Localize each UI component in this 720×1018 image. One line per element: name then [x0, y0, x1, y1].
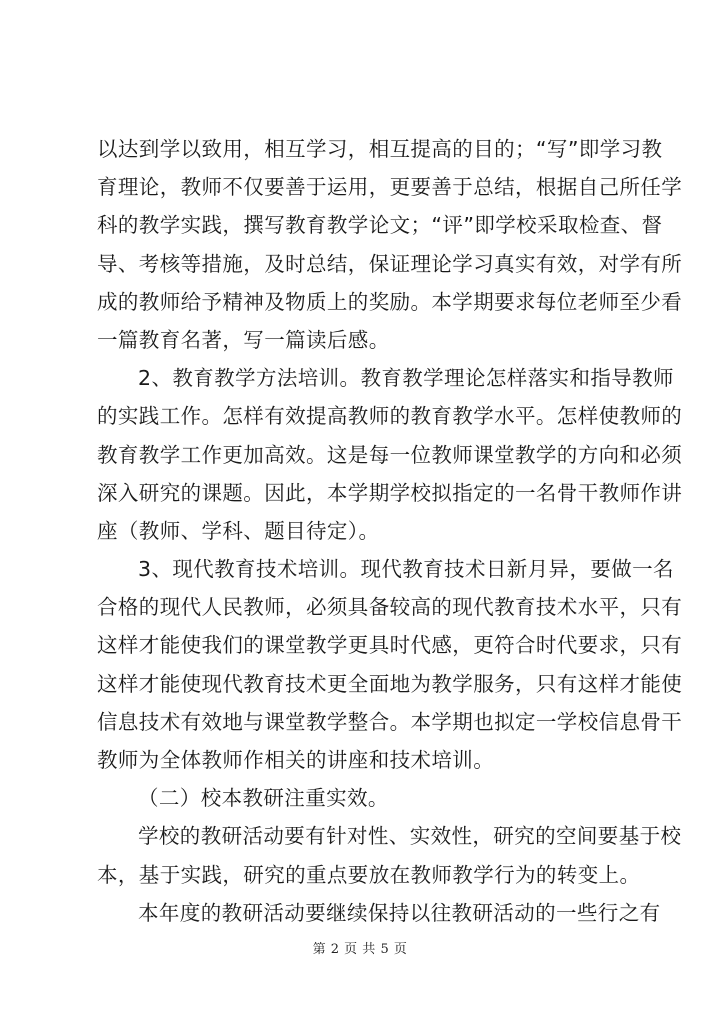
paragraph-start-line: 2、教育教学方法培训。教育教学理论怎样落实和指导教师: [138, 366, 674, 391]
text-line: 导、考核等措施，及时总结，保证理论学习真实有效，对学有所: [97, 251, 683, 276]
section-heading: （二）校本教研注重实效。: [138, 786, 389, 811]
text-line: 合格的现代人民教师，必须具备较高的现代教育技术水平，只有: [97, 595, 683, 620]
text-line: 科的教学实践，撰写教育教学论文；“评”即学校采取检查、督: [97, 213, 663, 238]
text-line: 的实践工作。怎样有效提高教师的教育教学水平。怎样使教师的: [97, 404, 683, 429]
paragraph-start-line: 本年度的教研活动要继续保持以往教研活动的一些行之有: [138, 900, 661, 925]
paragraph-start-line: 学校的教研活动要有针对性、实效性，研究的空间要基于校: [138, 824, 682, 849]
text-line: 深入研究的课题。因此，本学期学校拟指定的一名骨干教师作讲: [97, 480, 683, 505]
page-footer: [0, 938, 720, 957]
text-line: 信息技术有效地与课堂教学整合。本学期也拟定一学校信息骨干: [97, 709, 683, 734]
text-line: 以达到学以致用，相互学习，相互提高的目的；“写”即学习教: [97, 137, 663, 161]
text-line: 成的教师给予精神及物质上的奖励。本学期要求每位老师至少看: [97, 289, 683, 314]
text-line: 教育教学工作更加高效。这是每一位教师课堂教学的方向和必须: [97, 442, 683, 467]
text-line: 本，基于实践，研究的重点要放在教师教学行为的转变上。: [97, 862, 641, 887]
page-number-indicator: 第 2 页 共 5 页: [312, 942, 408, 957]
text-line: 教师为全体教师作相关的讲座和技术培训。: [97, 748, 495, 772]
text-line: 这样才能使我们的课堂教学更具时代感，更符合时代要求，只有: [97, 633, 683, 658]
document-body: [97, 130, 683, 932]
text-line: 一篇教育名著，写一篇读后感。: [97, 327, 390, 352]
text-line: 这样才能使现代教育技术更全面地为教学服务，只有这样才能使: [97, 671, 683, 696]
text-line: 育理论，教师不仅要善于运用，更要善于总结，根据自己所任学: [97, 175, 683, 200]
text-line: 座（教师、学科、题目待定）。: [97, 518, 380, 543]
paragraph-start-line: 3、现代教育技术培训。现代教育技术日新月异，要做一名: [138, 557, 674, 582]
